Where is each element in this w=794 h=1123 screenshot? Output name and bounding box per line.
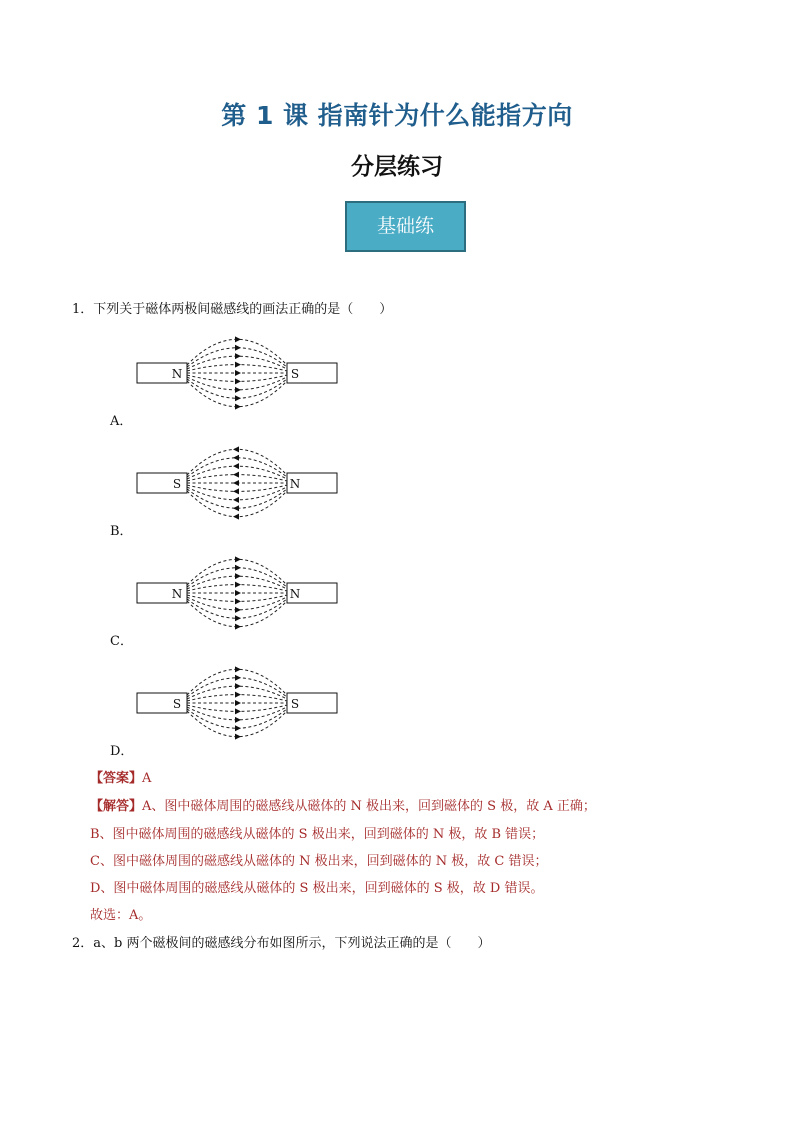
pole-left-c: N <box>171 587 183 601</box>
answer-key-label: 【答案】 <box>90 771 143 786</box>
field-line-a-0 <box>187 339 287 365</box>
field-arrow-d-5 <box>235 708 241 714</box>
field-line-b-0 <box>187 449 287 475</box>
field-arrow-a-1 <box>235 345 241 351</box>
field-arrow-c-3 <box>235 582 241 588</box>
field-arrow-a-4 <box>235 370 241 376</box>
field-arrow-b-8 <box>233 514 239 520</box>
field-arrow-b-6 <box>233 497 239 503</box>
field-arrow-d-8 <box>235 734 241 740</box>
answer-key-value: A <box>142 771 152 786</box>
field-arrow-b-0 <box>233 446 239 452</box>
diagram-option-b <box>135 435 340 535</box>
field-arrow-a-3 <box>235 362 241 368</box>
field-arrow-a-0 <box>235 336 241 342</box>
field-arrow-d-2 <box>235 683 241 689</box>
page-subtitle: 分层练习 <box>351 154 443 180</box>
question-1: 1．下列关于磁体两极间磁感线的画法正确的是（ ） <box>72 302 393 317</box>
analysis-a: A、图中磁体周围的磁感线从磁体的 N 极出来，回到磁体的 S 极，故 A 正确； <box>142 799 596 814</box>
level-badge: 基础练 <box>345 201 466 252</box>
field-arrow-d-7 <box>235 725 241 731</box>
field-arrow-c-5 <box>235 598 241 604</box>
diagram-option-a <box>135 325 340 425</box>
field-arrow-d-0 <box>235 666 241 672</box>
field-arrow-b-4 <box>233 480 239 486</box>
field-arrow-c-1 <box>235 565 241 571</box>
answer-choice: 故选：A。 <box>90 908 152 923</box>
field-arrow-b-2 <box>233 463 239 469</box>
analysis-line-c: C、图中磁体周围的磁感线从磁体的 N 极出来，回到磁体的 N 极，故 C 错误； <box>90 854 548 869</box>
field-line-d-8 <box>187 711 287 737</box>
pole-right-a: S <box>290 367 300 381</box>
field-arrow-d-6 <box>235 717 241 723</box>
pole-left-b: S <box>172 477 182 491</box>
field-arrow-b-5 <box>233 488 239 494</box>
field-arrow-c-6 <box>235 607 241 613</box>
option-b-label: B． <box>110 524 133 539</box>
field-arrow-d-4 <box>235 700 241 706</box>
field-line-c-8 <box>187 601 287 627</box>
field-line-c-0 <box>187 559 287 585</box>
field-line-a-8 <box>187 381 287 407</box>
field-arrow-a-6 <box>235 387 241 393</box>
answer-line <box>90 767 151 786</box>
field-arrow-b-7 <box>233 505 239 511</box>
option-a-label: A． <box>110 414 133 429</box>
field-arrow-c-4 <box>235 590 241 596</box>
field-arrow-b-1 <box>233 455 239 461</box>
diagram-option-c <box>135 545 340 645</box>
question-2: 2．a、b 两个磁极间的磁感线分布如图所示，下列说法正确的是（ ） <box>72 936 491 951</box>
field-arrow-b-3 <box>233 472 239 478</box>
option-d-label: D． <box>110 744 134 759</box>
field-arrow-c-2 <box>235 573 241 579</box>
field-arrow-a-8 <box>235 404 241 410</box>
diagram-option-d <box>135 655 340 755</box>
field-arrow-c-8 <box>235 624 241 630</box>
field-arrow-a-5 <box>235 378 241 384</box>
field-arrow-d-1 <box>235 675 241 681</box>
pole-left-d: S <box>172 697 182 711</box>
analysis-line-d: D、图中磁体周围的磁感线从磁体的 S 极出来，回到磁体的 S 极，故 D 错误。 <box>90 881 544 896</box>
option-c-label: C． <box>110 634 133 649</box>
field-arrow-a-7 <box>235 395 241 401</box>
pole-right-b: N <box>289 477 301 491</box>
field-arrow-c-0 <box>235 556 241 562</box>
pole-right-c: N <box>289 587 301 601</box>
page-title: 第 1 课 指南针为什么能指方向 <box>221 101 573 130</box>
analysis-label: 【解答】 <box>90 799 143 814</box>
field-arrow-c-7 <box>235 615 241 621</box>
pole-right-d: S <box>290 697 300 711</box>
field-line-b-8 <box>187 491 287 517</box>
analysis-line-b: B、图中磁体周围的磁感线从磁体的 S 极出来，回到磁体的 N 极，故 B 错误； <box>90 827 545 842</box>
field-arrow-a-2 <box>235 353 241 359</box>
field-line-d-0 <box>187 669 287 695</box>
field-arrow-d-3 <box>235 692 241 698</box>
analysis-line-a <box>90 795 596 814</box>
pole-left-a: N <box>171 367 183 381</box>
